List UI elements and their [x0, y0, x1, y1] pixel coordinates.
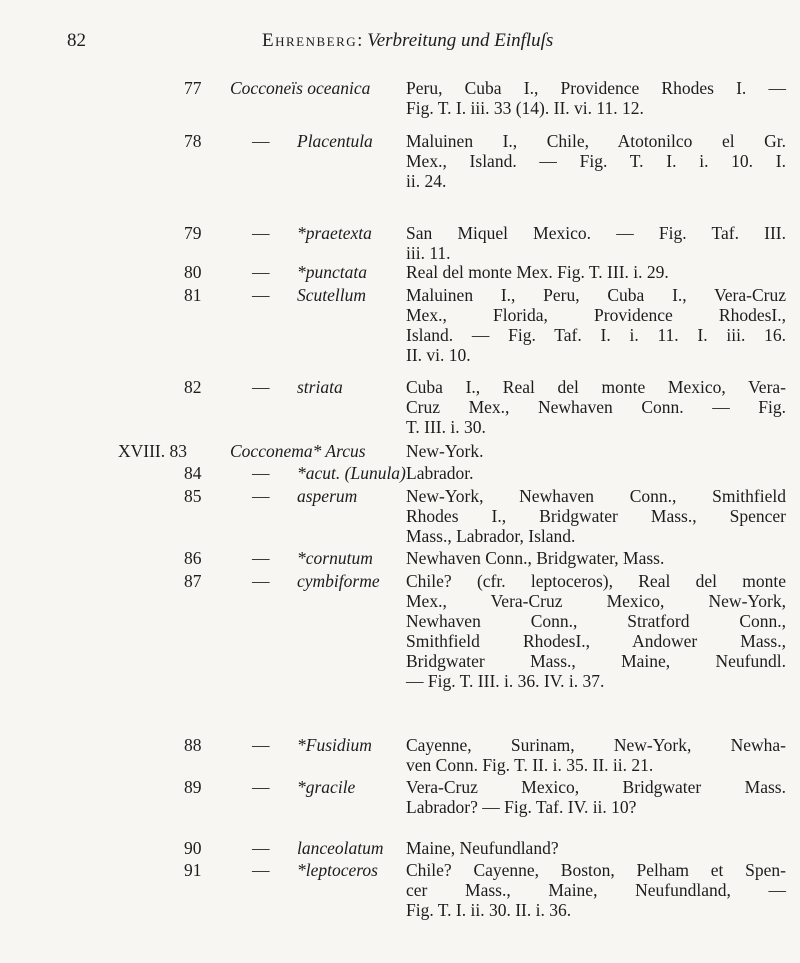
entry-number: 84	[184, 463, 202, 483]
locality-line: iii. 11.	[406, 243, 451, 263]
locality-text	[406, 285, 786, 365]
locality-text	[406, 860, 786, 920]
locality-text	[406, 377, 786, 437]
running-head-separator: :	[357, 30, 363, 51]
locality-text	[406, 441, 786, 461]
entry-number: 78	[184, 131, 202, 151]
species-name: *praetexta	[297, 223, 372, 243]
locality-text	[406, 463, 786, 483]
locality-line: Island. — Fig. Taf. I. i. 11. I. iii. 16.	[406, 325, 786, 345]
ditto-dash: —	[252, 131, 270, 151]
locality-text	[406, 223, 786, 263]
locality-line: Maine, Neufundland?	[406, 838, 559, 858]
ditto-dash: —	[252, 223, 270, 243]
locality-line: Fig. T. I. iii. 33 (14). II. vi. 11. 12.	[406, 98, 644, 118]
entry-number: 77	[184, 78, 202, 98]
ditto-dash: —	[252, 548, 270, 568]
locality-line: ii. 24.	[406, 171, 447, 191]
ditto-dash: —	[252, 463, 270, 483]
locality-text	[406, 262, 786, 282]
locality-line: New-York.	[406, 441, 484, 461]
locality-line: Fig. T. I. ii. 30. II. i. 36.	[406, 900, 572, 920]
ditto-dash: —	[252, 838, 270, 858]
entry-number: 81	[184, 285, 202, 305]
locality-line: Cayenne, Surinam, New-York, Newha-	[406, 735, 786, 755]
entry-number: 88	[184, 735, 202, 755]
species-name: Cocconeïs oceanica	[230, 78, 371, 98]
running-head-author: Ehrenberg	[262, 30, 358, 51]
species-name: *cornutum	[297, 548, 373, 568]
locality-line: Chile? Cayenne, Boston, Pelham et Spen-	[406, 860, 786, 880]
ditto-dash: —	[252, 777, 270, 797]
locality-line: Cuba I., Real del monte Mexico, Vera-	[406, 377, 786, 397]
locality-line: Chile? (cfr. leptoceros), Real del monte	[406, 571, 786, 591]
entry-number: XVIII. 83	[118, 441, 188, 461]
species-name: *leptoceros	[297, 860, 378, 880]
locality-line: cer Mass., Maine, Neufundland, —	[406, 880, 786, 900]
locality-line: Rhodes I., Bridgwater Mass., Spencer	[406, 506, 786, 526]
species-name: Cocconema* Arcus	[230, 441, 366, 461]
running-head	[262, 30, 553, 52]
ditto-dash: —	[252, 735, 270, 755]
entry-number: 85	[184, 486, 202, 506]
locality-text	[406, 777, 786, 817]
locality-line: — Fig. T. III. i. 36. IV. i. 37.	[406, 671, 605, 691]
species-name: *gracile	[297, 777, 356, 797]
species-name: cymbiforme	[297, 571, 380, 591]
locality-line: II. vi. 10.	[406, 345, 471, 365]
locality-line: San Miquel Mexico. — Fig. Taf. III.	[406, 223, 786, 243]
ditto-dash: —	[252, 285, 270, 305]
species-name: Placentula	[297, 131, 373, 151]
species-name: striata	[297, 377, 343, 397]
entry-number: 89	[184, 777, 202, 797]
locality-line: Newhaven Conn., Bridgwater, Mass.	[406, 548, 665, 568]
species-name: *acut. (Lunula)	[297, 463, 406, 483]
locality-text	[406, 571, 786, 691]
ditto-dash: —	[252, 377, 270, 397]
locality-text	[406, 548, 786, 568]
ditto-dash: —	[252, 860, 270, 880]
species-name: Scutellum	[297, 285, 367, 305]
species-name: asperum	[297, 486, 358, 506]
entry-number: 79	[184, 223, 202, 243]
species-name: *Fusidium	[297, 735, 372, 755]
ditto-dash: —	[252, 486, 270, 506]
locality-text	[406, 735, 786, 775]
locality-line: Labrador.	[406, 463, 474, 483]
ditto-dash: —	[252, 262, 270, 282]
locality-line: T. III. i. 30.	[406, 417, 486, 437]
entry-number: 91	[184, 860, 202, 880]
locality-line: Labrador? — Fig. Taf. IV. ii. 10?	[406, 797, 637, 817]
locality-line: Mex., Island. — Fig. T. I. i. 10. I.	[406, 151, 786, 171]
locality-line: Maluinen I., Chile, Atotonilco el Gr.	[406, 131, 786, 151]
entry-number: 80	[184, 262, 202, 282]
entry-number: 90	[184, 838, 202, 858]
entry-number: 86	[184, 548, 202, 568]
locality-text	[406, 838, 786, 858]
locality-line: Newhaven Conn., Stratford Conn.,	[406, 611, 786, 631]
locality-line: Vera-Cruz Mexico, Bridgwater Mass.	[406, 777, 786, 797]
locality-text	[406, 486, 786, 546]
locality-line: Real del monte Mex. Fig. T. III. i. 29.	[406, 262, 669, 282]
page-number: 82	[67, 30, 86, 51]
locality-line: Cruz Mex., Newhaven Conn. — Fig.	[406, 397, 786, 417]
locality-text	[406, 131, 786, 191]
entry-number: 87	[184, 571, 202, 591]
species-name: *punctata	[297, 262, 367, 282]
locality-line: Bridgwater Mass., Maine, Neufundl.	[406, 651, 786, 671]
locality-line: Peru, Cuba I., Providence Rhodes I. —	[406, 78, 786, 98]
running-head-title: Verbreitung und Einfluſs	[367, 30, 554, 51]
page-header	[0, 30, 800, 60]
entry-number: 82	[184, 377, 202, 397]
locality-text	[406, 78, 786, 118]
locality-line: Mex., Vera-Cruz Mexico, New-York,	[406, 591, 786, 611]
locality-line: Mex., Florida, Providence RhodesI.,	[406, 305, 786, 325]
species-name: lanceolatum	[297, 838, 384, 858]
locality-line: Maluinen I., Peru, Cuba I., Vera-Cruz	[406, 285, 786, 305]
locality-line: Smithfield RhodesI., Andower Mass.,	[406, 631, 786, 651]
locality-line: Mass., Labrador, Island.	[406, 526, 576, 546]
ditto-dash: —	[252, 571, 270, 591]
locality-line: New-York, Newhaven Conn., Smithfield	[406, 486, 786, 506]
locality-line: ven Conn. Fig. T. II. i. 35. II. ii. 21.	[406, 755, 654, 775]
